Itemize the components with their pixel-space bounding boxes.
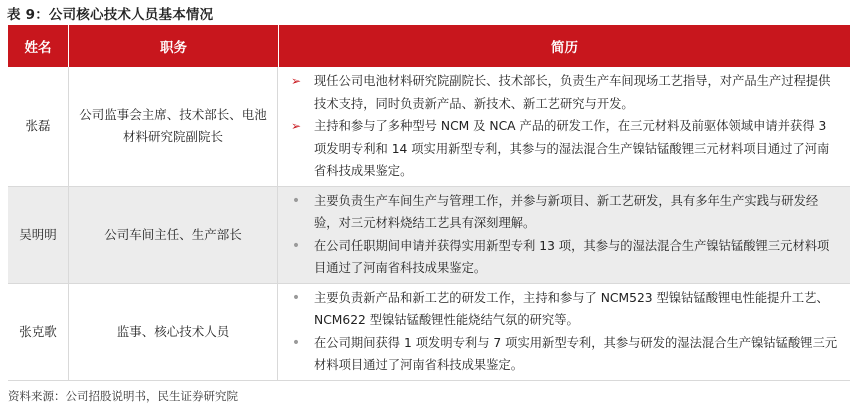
table-row — [8, 67, 850, 187]
staff-position: 公司车间主任、生产部长 — [69, 187, 278, 283]
bio-text: 现任公司电池材料研究院副院长、技术部长，负责生产车间现场工艺指导，对产品生产过程提供技术支持，同时负责新产品、新技术、新工艺研究与开发。 — [314, 74, 831, 111]
table-row — [8, 187, 850, 284]
staff-position: 监事、核心技术人员 — [69, 284, 278, 380]
bio-text: 主要负责新产品和新工艺的研发工作，主持和参与了 NCM523 型镍钴锰酸锂电性能提升工艺、NCM622 型镍钴锰酸锂性能烧结气氛的研究等。 — [314, 290, 829, 327]
table-row — [8, 284, 850, 381]
staff-bio — [278, 187, 850, 283]
dot-bullet-icon: • — [291, 334, 301, 351]
bio-item — [278, 235, 840, 280]
staff-name: 吴明明 — [8, 187, 69, 283]
bio-text: 在公司期间获得 1 项发明专利与 7 项实用新型专利，其参与研发的湿法混合生产镍钴锰酸锂三元材料项目通过了河南省科技成果鉴定。 — [314, 335, 838, 372]
header-name: 姓名 — [24, 40, 52, 56]
arrow-bullet-icon: ➢ — [290, 119, 302, 133]
bio-text: 主要负责生产车间生产与管理工作，并参与新项目、新工艺研发，具有多年生产实践与研发经验，对三元材料烧结工艺具有深刻理解。 — [314, 193, 819, 230]
bio-item — [278, 190, 840, 235]
bio-item — [278, 70, 840, 115]
dot-bullet-icon: • — [291, 237, 301, 254]
staff-name: 张磊 — [8, 67, 69, 186]
staff-bio — [278, 284, 850, 380]
header-position: 职务 — [68, 25, 278, 67]
table-title: 表 9：公司核心技术人员基本情况 — [7, 7, 214, 23]
header-bio: 简历 — [278, 25, 850, 67]
bio-item — [278, 332, 840, 377]
arrow-bullet-icon: ➢ — [290, 74, 302, 88]
staff-position: 公司监事会主席、技术部长、电池材料研究院副院长 — [69, 67, 278, 186]
table-header — [8, 25, 850, 67]
source-note: 资料来源：公司招股说明书，民生证券研究院 — [8, 389, 238, 403]
dot-bullet-icon: • — [291, 192, 301, 209]
dot-bullet-icon: • — [291, 289, 301, 306]
bio-item — [278, 115, 840, 183]
bio-item — [278, 287, 840, 332]
staff-bio — [278, 67, 850, 186]
bio-text: 主持和参与了多种型号 NCM 及 NCA 产品的研发工作，在三元材料及前驱体领域申请并获得 3 项发明专利和 14 项实用新型专利，其参与的湿法混合生产镍钴锰酸锂三元材料项目通过了河南省科技成果鉴定。 — [314, 119, 830, 178]
bio-text: 在公司任职期间申请并获得实用新型专利 13 项，其参与的湿法混合生产镍钴锰酸锂三元材料项目通过了河南省科技成果鉴定。 — [314, 238, 830, 275]
staff-name: 张克歌 — [8, 284, 69, 380]
core-staff-table — [8, 25, 850, 381]
